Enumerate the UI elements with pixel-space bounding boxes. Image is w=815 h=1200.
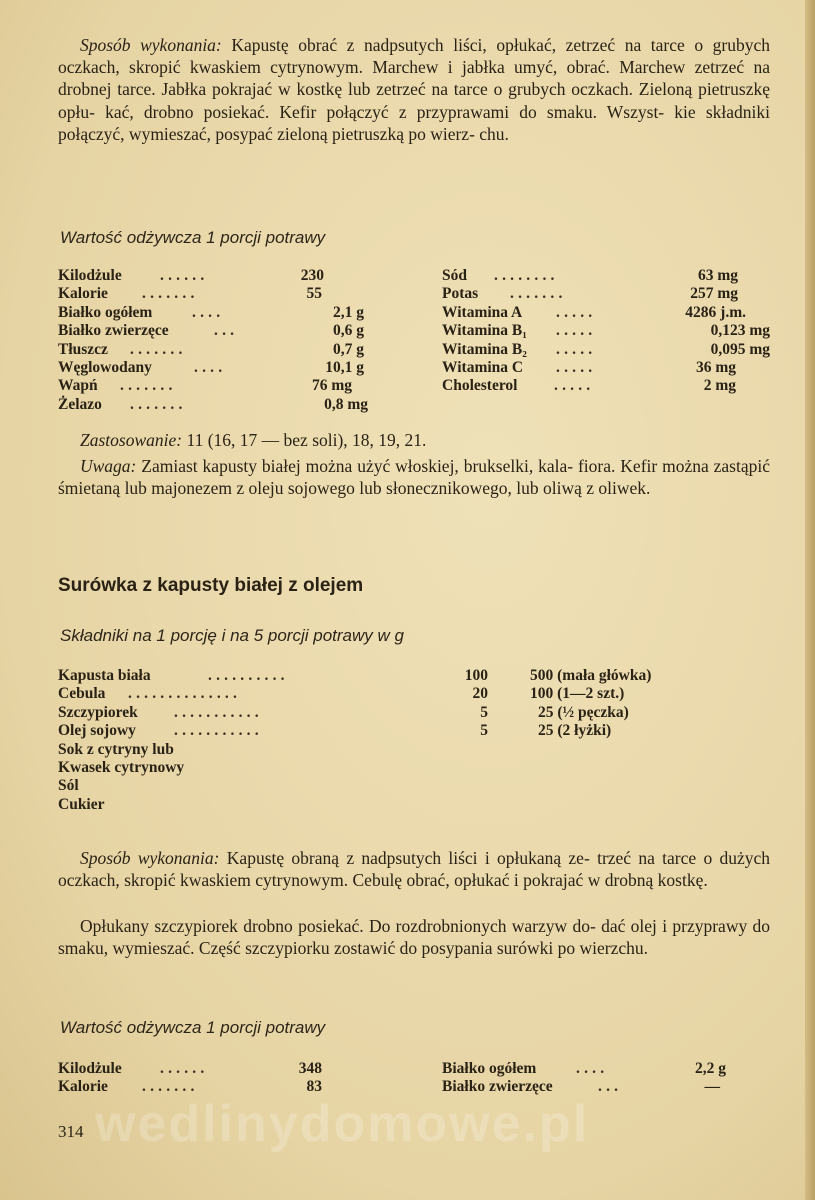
leader-dots: ....... bbox=[142, 285, 199, 303]
leader-dots: ....... bbox=[120, 377, 177, 395]
nutrient-name: Witamina C bbox=[442, 358, 524, 376]
leader-dots: ..... bbox=[556, 303, 597, 321]
table-row bbox=[58, 341, 378, 359]
leader-dots: ..... bbox=[554, 377, 595, 395]
leader-dots: ........ bbox=[494, 267, 559, 284]
method-line: obrać, opłukać i pokrajać w drobną kostkę. bbox=[406, 870, 708, 891]
table-row bbox=[442, 359, 772, 377]
nutrient-name: Cholesterol bbox=[442, 377, 518, 395]
note-label: Uwaga: bbox=[80, 456, 137, 476]
table-row bbox=[58, 322, 378, 340]
nutrient-value: 63 mg bbox=[697, 267, 738, 284]
leader-dots: ..... bbox=[556, 358, 597, 376]
nutrient-name: Kilodżule bbox=[58, 1060, 122, 1077]
nutrient-name: Witamina B₁ bbox=[442, 322, 527, 340]
table-row bbox=[58, 796, 658, 814]
nutrient-name: Kalorie bbox=[58, 285, 108, 303]
nutrient-value: 2 mg bbox=[703, 377, 736, 395]
table-row bbox=[442, 322, 772, 340]
ingredient-name: Sól bbox=[58, 777, 79, 795]
table-row bbox=[58, 396, 378, 414]
ingredient-five-portions: 100 (1—2 szt.) bbox=[530, 685, 625, 703]
nutrient-value: 348 bbox=[298, 1060, 322, 1077]
ingredients-title: Składniki na 1 porcję i na 5 porcji potrawy w g bbox=[60, 626, 404, 645]
leader-dots: ....... bbox=[510, 285, 567, 303]
nutrient-name: Kalorie bbox=[58, 1078, 108, 1096]
table-row bbox=[442, 304, 772, 322]
table-row bbox=[58, 722, 658, 740]
nutrient-value: 0,7 g bbox=[333, 340, 364, 358]
leader-dots: ....... bbox=[130, 340, 187, 358]
method-line: kać, drobno posiekać. Kefir połączyć z przyprawami do smaku. Wszyst- bbox=[105, 101, 665, 122]
nutrient-value: 83 bbox=[306, 1078, 322, 1096]
leader-dots: .......... bbox=[208, 667, 289, 684]
table-row bbox=[58, 685, 658, 703]
method-label-2: Sposób wykonania: bbox=[80, 848, 220, 868]
table-row bbox=[58, 777, 658, 795]
ingredient-name: Cebula bbox=[58, 685, 106, 703]
ingredient-name: Olej sojowy bbox=[58, 722, 136, 740]
method-paragraph-3 bbox=[58, 915, 770, 959]
nutrient-name: Tłuszcz bbox=[58, 340, 108, 358]
leader-dots: ...... bbox=[160, 267, 209, 284]
leader-dots: .... bbox=[192, 303, 225, 321]
nutrition-table-left-1 bbox=[58, 267, 378, 414]
nutrition-title-2: Wartość odżywcza 1 porcji potrawy bbox=[60, 1018, 326, 1037]
nutrient-value: 0,123 mg bbox=[710, 322, 770, 340]
ingredient-one-portion: 20 bbox=[472, 685, 488, 703]
ingredient-name: Kapusta biała bbox=[58, 667, 151, 684]
nutrient-value: 0,6 g bbox=[333, 322, 364, 340]
nutrient-value: 2,1 g bbox=[333, 303, 364, 321]
ingredient-five-portions: 500 (mała główka) bbox=[530, 667, 652, 684]
table-row bbox=[58, 267, 378, 285]
nutrient-value: 36 mg bbox=[695, 358, 736, 376]
nutrient-name: Węglowodany bbox=[58, 358, 152, 376]
nutrition-title-1: Wartość odżywcza 1 porcji potrawy bbox=[60, 228, 326, 247]
page-edge bbox=[805, 0, 815, 1200]
note-line: słonecznikowego, lub oliwą z oliwek. bbox=[386, 478, 651, 499]
nutrient-name: Białko zwierzęce bbox=[442, 1078, 553, 1096]
table-row bbox=[442, 377, 772, 395]
table-row bbox=[442, 341, 772, 359]
leader-dots: ..... bbox=[556, 322, 597, 340]
nutrient-name: Witamina A bbox=[442, 303, 523, 321]
recipe-title: Surówka z kapusty białej z olejem bbox=[58, 575, 364, 596]
leader-dots: ... bbox=[214, 322, 239, 340]
table-row bbox=[58, 304, 378, 322]
nutrient-value: 76 mg bbox=[311, 377, 352, 395]
table-row bbox=[442, 267, 772, 285]
table-row bbox=[58, 1060, 378, 1078]
nutrient-value: 257 mg bbox=[690, 285, 738, 303]
ingredient-one-portion: 100 bbox=[464, 667, 488, 684]
leader-dots: ........... bbox=[174, 722, 263, 740]
nutrition-table-right-2 bbox=[442, 1060, 742, 1097]
page-number: 314 bbox=[58, 1122, 84, 1141]
leader-dots: ...... bbox=[160, 1060, 209, 1077]
table-row bbox=[58, 377, 378, 395]
ingredients-table bbox=[58, 667, 658, 814]
ingredient-name: Sok z cytryny lub bbox=[58, 740, 174, 758]
nutrient-value: 0,095 mg bbox=[710, 340, 770, 358]
nutrient-name: Białko ogółem bbox=[442, 1060, 537, 1077]
method-line: do posypania surówki po wierzchu. bbox=[399, 938, 648, 959]
table-row bbox=[442, 285, 772, 303]
note-line: fiora. Kefir można zastąpić śmietaną lub majonezem z oleju sojowego lub bbox=[58, 456, 771, 499]
method-line: i jabłka umyć, obrać. Marchew zetrzeć na drobnej tarce. Jabłka pokrajać bbox=[58, 57, 771, 100]
application-line bbox=[80, 430, 426, 451]
nutrient-name: Potas bbox=[442, 285, 479, 303]
table-row bbox=[58, 741, 658, 759]
ingredient-name: Cukier bbox=[58, 795, 105, 813]
method-line: dać olej i przyprawy do smaku, wymieszać. Część szczypiorku zostawić bbox=[58, 916, 771, 959]
ingredient-five-portions: 25 (½ pęczka) bbox=[538, 703, 629, 721]
method-label-1: Sposób wykonania: bbox=[80, 35, 222, 55]
nutrient-name: Białko ogółem bbox=[58, 303, 153, 321]
ingredient-one-portion: 5 bbox=[480, 703, 488, 721]
leader-dots: ....... bbox=[130, 395, 187, 413]
method-paragraph-1 bbox=[58, 34, 770, 145]
application-text: 11 (16, 17 — bez soli), 18, 19, 21. bbox=[186, 430, 427, 450]
table-row bbox=[58, 285, 378, 303]
nutrient-value: — bbox=[704, 1078, 720, 1096]
method-line: w kostkę lub zetrzeć na tarce o grubych oczkach. Zieloną pietruszkę opłu- bbox=[58, 79, 770, 122]
nutrient-value: 4286 j.m. bbox=[685, 303, 746, 321]
nutrition-table-left-2 bbox=[58, 1060, 378, 1097]
leader-dots: ....... bbox=[142, 1078, 199, 1096]
ingredient-name: Kwasek cytrynowy bbox=[58, 758, 185, 776]
nutrition-table-right-1 bbox=[442, 267, 772, 396]
leader-dots: ........... bbox=[174, 703, 263, 721]
note-paragraph bbox=[58, 455, 770, 499]
leader-dots: .... bbox=[576, 1060, 609, 1077]
ingredient-five-portions: 25 (2 łyżki) bbox=[538, 722, 612, 740]
table-row bbox=[442, 1060, 742, 1078]
nutrient-name: Kilodżule bbox=[58, 267, 122, 284]
leader-dots: ..... bbox=[556, 340, 597, 358]
nutrient-name: Sód bbox=[442, 267, 467, 284]
table-row bbox=[58, 359, 378, 377]
method-line: Opłukany szczypiorek drobno posiekać. Do rozdrobnionych warzyw do- bbox=[80, 916, 596, 936]
ingredient-name: Szczypiorek bbox=[58, 703, 138, 721]
method-line: Kapustę obraną z nadpsutych liści i opłukaną ze- bbox=[226, 848, 590, 868]
method-line: chu. bbox=[479, 123, 509, 144]
nutrient-name: Wapń bbox=[58, 377, 98, 395]
ingredient-one-portion: 5 bbox=[480, 722, 488, 740]
table-row bbox=[58, 759, 658, 777]
nutrient-name: Witamina B₂ bbox=[442, 340, 527, 358]
note-line: Zamiast kapusty białej można użyć włoskiej, brukselki, kala- bbox=[141, 456, 574, 476]
leader-dots: ... bbox=[598, 1078, 623, 1096]
method-line: na tarce o grubych oczkach, skropić kwaskiem cytrynowym. Marchew bbox=[58, 35, 770, 78]
nutrient-name: Żelazo bbox=[58, 395, 102, 413]
method-line: kie składniki połączyć, wymieszać, posypać zieloną pietruszką po wierz- bbox=[58, 101, 770, 144]
watermark: wedlinydomowe.pl bbox=[95, 1095, 590, 1153]
nutrient-value: 0,8 mg bbox=[324, 395, 368, 413]
leader-dots: .... bbox=[194, 358, 227, 376]
nutrient-value: 230 bbox=[300, 267, 324, 284]
table-row bbox=[58, 667, 658, 685]
method-line: Kapustę obrać z nadpsutych liści, opłukać, zetrzeć bbox=[231, 35, 616, 55]
table-row bbox=[58, 704, 658, 722]
leader-dots: .............. bbox=[128, 685, 242, 703]
method-paragraph-2 bbox=[58, 847, 770, 891]
nutrient-value: 10,1 g bbox=[325, 358, 364, 376]
nutrient-value: 2,2 g bbox=[695, 1060, 726, 1077]
nutrient-value: 55 bbox=[306, 285, 322, 303]
nutrient-name: Białko zwierzęce bbox=[58, 322, 169, 340]
method-line: trzeć na tarce o dużych oczkach, skropić kwaskiem cytrynowym. Cebulę bbox=[58, 848, 771, 891]
application-label: Zastosowanie: bbox=[80, 430, 183, 450]
